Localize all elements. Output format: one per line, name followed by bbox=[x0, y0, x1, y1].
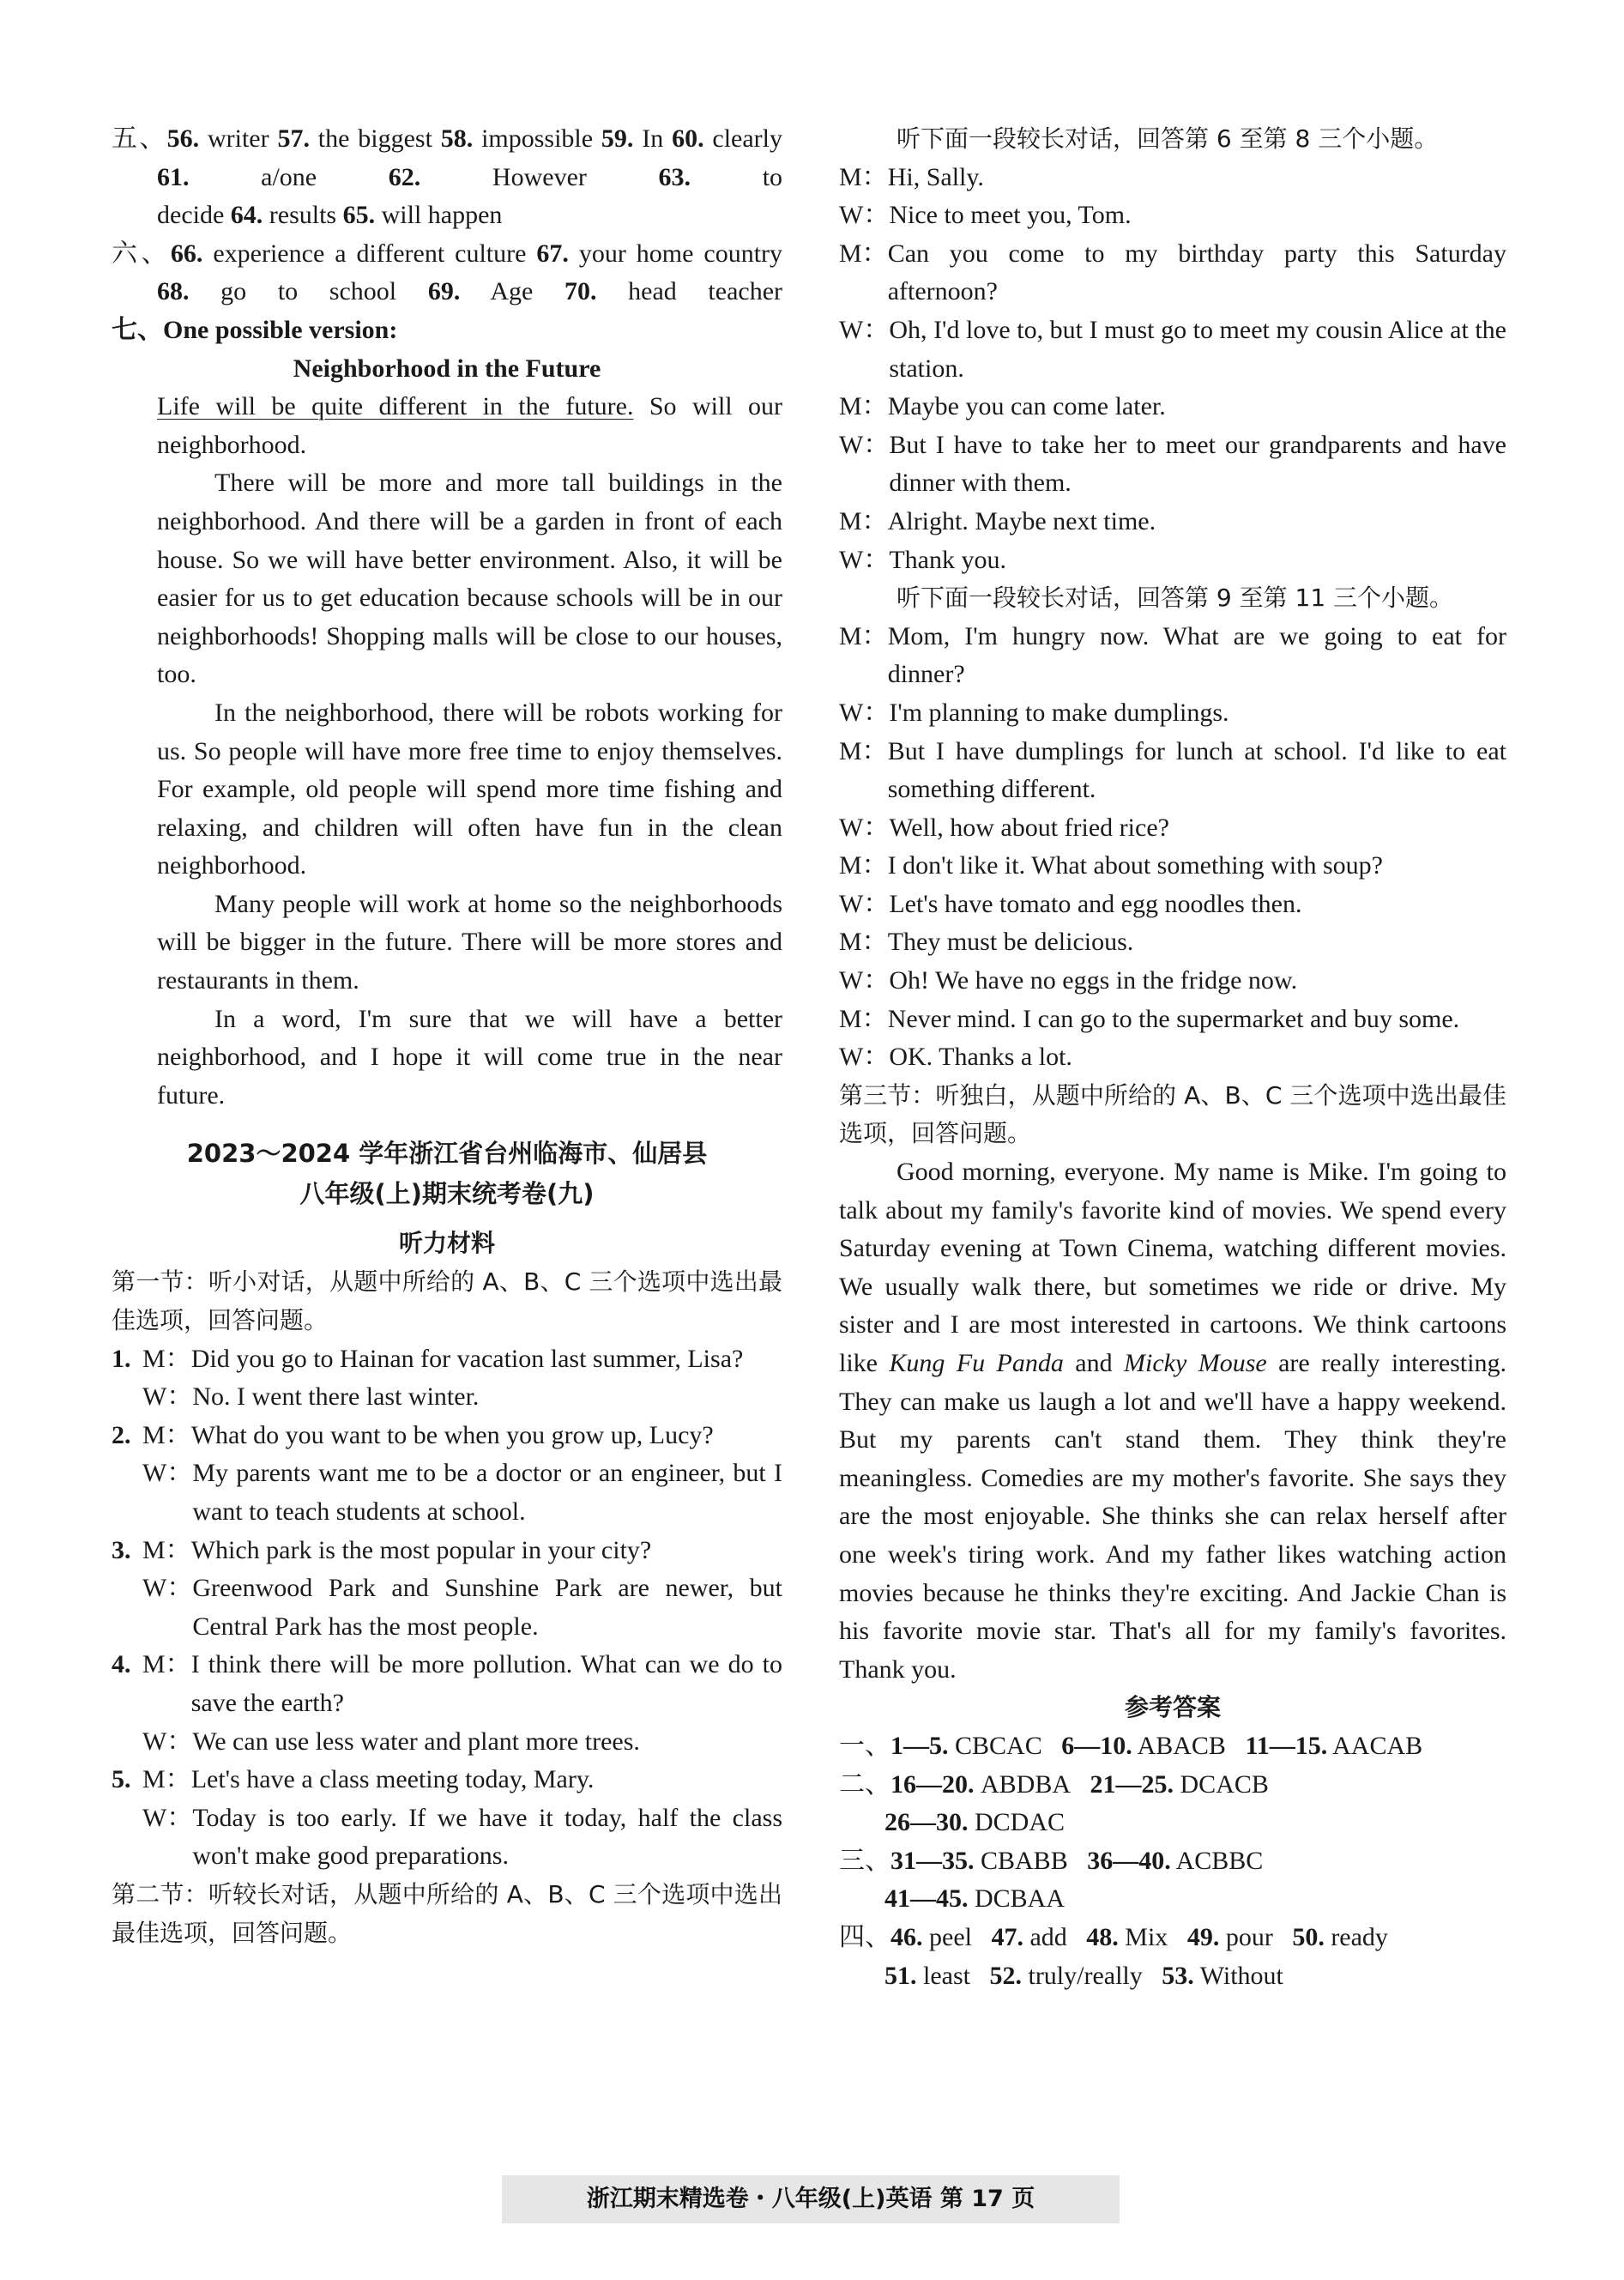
item-answer: decide bbox=[157, 201, 225, 230]
item-answer: results bbox=[263, 201, 337, 230]
item-answer: country bbox=[703, 239, 783, 268]
essay-paragraph-1 bbox=[112, 388, 782, 464]
item-number: 41—45. bbox=[884, 1884, 969, 1914]
exam-title-line-1: 2023～2024 学年浙江省台州临海市、仙居县 bbox=[186, 1139, 708, 1169]
section-label: 一、 bbox=[839, 1731, 890, 1760]
item-number: 1—5. bbox=[890, 1731, 949, 1760]
listening-heading: 听力材料 bbox=[398, 1229, 495, 1258]
item-answer: DCDAC bbox=[968, 1808, 1066, 1837]
item-answer: Age bbox=[460, 277, 534, 306]
conversation-1 bbox=[839, 159, 1506, 580]
answer-row-6 bbox=[839, 1919, 1506, 1957]
answer-row-4 bbox=[839, 1842, 1506, 1881]
item-answer: Without bbox=[1193, 1961, 1283, 1990]
answer-row-5 bbox=[839, 1880, 1506, 1919]
item-answer: AACAB bbox=[1327, 1731, 1423, 1760]
item-number: 47. bbox=[991, 1922, 1023, 1951]
speaker-label: M： bbox=[839, 928, 888, 957]
movie-title: Kung Fu Panda bbox=[889, 1349, 1064, 1377]
item-answer: head teacher bbox=[596, 277, 783, 306]
essay-paragraph-2: There will be more and more tall buildings in the neighborhood. And there will be a garden in front of each house. So we will have better environment. Also, it will be easier for us to get education because schools will be in our neighborhoods! Shopping malls will be close to our houses, too. bbox=[157, 469, 782, 689]
item-number: 59. bbox=[601, 124, 634, 153]
dialog-line: Today is too early. If we have it today, half the class won't make good preparations. bbox=[192, 1803, 782, 1871]
speaker-label: M： bbox=[839, 392, 888, 421]
dialog-line: Can you come to my birthday party this Saturday afternoon? bbox=[887, 239, 1506, 306]
dialog-line: We can use less water and plant more trees. bbox=[192, 1727, 640, 1756]
item-answer: CBABB bbox=[974, 1846, 1068, 1875]
dialog-line: OK. Thanks a lot. bbox=[889, 1043, 1072, 1072]
speaker-label: W： bbox=[839, 1043, 890, 1072]
section-7-label: 七、One possible version: bbox=[112, 315, 398, 344]
conversation-2-intro: 听下面一段较长对话，回答第 9 至第 11 三个小题。 bbox=[897, 584, 1454, 613]
item-number: 69. bbox=[427, 277, 461, 306]
speaker-label: W： bbox=[839, 813, 890, 842]
item-number: 52. bbox=[989, 1961, 1022, 1990]
dialog-line: They must be delicious. bbox=[887, 928, 1134, 957]
speaker-label: M： bbox=[142, 1344, 191, 1373]
section-label: 六、 bbox=[112, 239, 171, 268]
question-number: 4. bbox=[112, 1650, 131, 1679]
item-number: 62. bbox=[388, 162, 421, 191]
item-number: 70. bbox=[564, 277, 597, 306]
speaker-label: M： bbox=[839, 621, 888, 650]
item-answer: CBCAC bbox=[948, 1731, 1042, 1760]
essay-paragraph-4: Many people will work at home so the neighborhoods will be bigger in the future. There will be more stores and restaurants in them. bbox=[157, 889, 782, 995]
item-answer: Mix bbox=[1118, 1922, 1168, 1951]
item-answer: peel bbox=[922, 1922, 972, 1951]
item-number: 67. bbox=[536, 239, 569, 268]
monologue-text: Good morning, everyone. My name is Mike. I'm going to talk about my family's favorite kind of movies. We spend every Saturday evening at Town Cinema, watching different movies. We usually walk there, but sometimes we ride or drive. My sister and I are most interested in cartoons. We think cartoons like bbox=[839, 1158, 1506, 1377]
question-number: 5. bbox=[112, 1765, 131, 1794]
speaker-label: M： bbox=[839, 162, 888, 191]
movie-title: Micky Mouse bbox=[1124, 1349, 1267, 1377]
item-number: 49. bbox=[1186, 1922, 1220, 1951]
speaker-label: M： bbox=[142, 1650, 191, 1679]
speaker-label: M： bbox=[839, 239, 888, 268]
speaker-label: W： bbox=[142, 1727, 193, 1756]
item-number: 46. bbox=[890, 1922, 923, 1951]
item-number: 36—40. bbox=[1087, 1846, 1171, 1875]
item-number: 31—35. bbox=[890, 1846, 975, 1875]
answers-section-6 bbox=[112, 235, 782, 311]
answer-row-7 bbox=[839, 1957, 1506, 1996]
dialog-line: Alright. Maybe next time. bbox=[887, 506, 1156, 535]
item-number: 57. bbox=[277, 124, 310, 153]
item-number: 65. bbox=[342, 201, 376, 230]
dialog-line: What do you want to be when you grow up, Lucy? bbox=[190, 1420, 714, 1449]
answers-section-5-cont bbox=[112, 197, 782, 235]
underlined-sentence: Life will be quite different in the future. bbox=[157, 392, 634, 421]
item-answer: ABDBA bbox=[974, 1769, 1072, 1799]
dialog-line: I'm planning to make dumplings. bbox=[889, 698, 1229, 727]
item-answer: experience a different culture bbox=[202, 239, 527, 268]
speaker-label: W： bbox=[839, 966, 890, 995]
speaker-label: M： bbox=[839, 851, 888, 880]
question-number: 2. bbox=[112, 1420, 131, 1449]
dialog-5 bbox=[112, 1761, 782, 1876]
dialog-line: Well, how about fried rice? bbox=[889, 813, 1169, 842]
monologue bbox=[839, 1153, 1506, 1689]
item-number: 56. bbox=[166, 124, 200, 153]
item-answer: will happen bbox=[375, 201, 503, 230]
dialog-line: Mom, I'm hungry now. What are we going to eat for dinner? bbox=[887, 621, 1506, 689]
section-label: 四、 bbox=[839, 1922, 890, 1951]
conversation-2 bbox=[839, 618, 1506, 1077]
speaker-label: M： bbox=[839, 1004, 888, 1033]
answer-row-2 bbox=[839, 1766, 1506, 1805]
speaker-label: W： bbox=[142, 1382, 193, 1412]
item-answer: your home bbox=[568, 239, 694, 268]
left-column bbox=[112, 120, 782, 1952]
item-answer: the biggest bbox=[309, 124, 432, 153]
item-answer: to bbox=[691, 162, 783, 191]
dialog-line: But I have dumplings for lunch at school. I'd like to eat something different. bbox=[887, 736, 1506, 804]
essay-paragraph-3: In the neighborhood, there will be robots working for us. So people will have more free time to enjoy themselves. For example, old people will spend more time fishing and relaxing, and children will often have fun in the clean neighborhood. bbox=[157, 698, 782, 880]
item-number: 68. bbox=[157, 277, 190, 306]
dialog-line: Thank you. bbox=[889, 545, 1006, 574]
dialog-line: No. I went there last winter. bbox=[192, 1382, 480, 1412]
speaker-label: W： bbox=[142, 1574, 193, 1603]
speaker-label: W： bbox=[839, 201, 890, 230]
item-number: 6—10. bbox=[1061, 1731, 1132, 1760]
item-answer: DCACB bbox=[1174, 1769, 1269, 1799]
item-number: 63. bbox=[658, 162, 691, 191]
speaker-label: W： bbox=[839, 545, 890, 574]
question-number: 1. bbox=[112, 1344, 131, 1373]
dialog-line: Which park is the most popular in your city? bbox=[190, 1535, 652, 1564]
item-answer: pour bbox=[1219, 1922, 1273, 1951]
speaker-label: W： bbox=[142, 1459, 193, 1488]
conversation-1-intro: 听下面一段较长对话，回答第 6 至第 8 三个小题。 bbox=[897, 124, 1439, 153]
item-answer: However bbox=[420, 162, 587, 191]
dialog-line: Nice to meet you, Tom. bbox=[889, 201, 1132, 230]
dialog-line: Let's have tomato and egg noodles then. bbox=[889, 889, 1302, 918]
item-answer: clearly bbox=[703, 124, 783, 153]
section-label: 二、 bbox=[839, 1769, 890, 1799]
dialog-line: Maybe you can come later. bbox=[887, 392, 1166, 421]
item-number: 48. bbox=[1086, 1922, 1119, 1951]
item-number: 58. bbox=[440, 124, 474, 153]
dialog-line: My parents want me to be a doctor or an engineer, but I want to teach students at school. bbox=[192, 1459, 782, 1526]
speaker-label: W： bbox=[839, 698, 890, 727]
dialog-2 bbox=[112, 1417, 782, 1532]
item-number: 66. bbox=[170, 239, 203, 268]
speaker-label: M： bbox=[839, 736, 888, 765]
speaker-label: M： bbox=[839, 506, 888, 535]
item-answer: impossible bbox=[473, 124, 594, 153]
answer-row-1 bbox=[839, 1727, 1506, 1766]
section-label: 三、 bbox=[839, 1846, 890, 1875]
speaker-label: M： bbox=[142, 1765, 191, 1794]
item-answer: ACBBC bbox=[1170, 1846, 1264, 1875]
item-number: 61. bbox=[157, 162, 190, 191]
answers-heading: 参考答案 bbox=[1124, 1693, 1221, 1722]
dialog-line: Oh! We have no eggs in the fridge now. bbox=[889, 966, 1298, 995]
right-column bbox=[839, 120, 1506, 1995]
item-answer: DCBAA bbox=[968, 1884, 1066, 1914]
dialog-line: I don't like it. What about something with soup? bbox=[887, 851, 1383, 880]
item-number: 64. bbox=[230, 201, 263, 230]
item-answer: writer bbox=[199, 124, 269, 153]
item-answer: a/one bbox=[189, 162, 317, 191]
speaker-label: W： bbox=[839, 889, 890, 918]
speaker-label: W： bbox=[839, 315, 890, 344]
item-answer: In bbox=[633, 124, 664, 153]
speaker-label: W： bbox=[142, 1803, 193, 1832]
dialog-line: Greenwood Park and Sunshine Park are newer, but Central Park has the most people. bbox=[192, 1574, 782, 1641]
question-number: 3. bbox=[112, 1535, 131, 1564]
exam-title-line-2: 八年级(上)期末统考卷(九) bbox=[299, 1179, 595, 1209]
speaker-label: W： bbox=[839, 430, 890, 459]
item-number: 16—20. bbox=[890, 1769, 975, 1799]
essay-title: Neighborhood in the Future bbox=[293, 354, 601, 383]
part1-instruction: 第一节：听小对话，从题中所给的 A、B、C 三个选项中选出最佳选项，回答问题。 bbox=[112, 1267, 782, 1335]
dialog-line: I think there will be more pollution. What can we do to save the earth? bbox=[190, 1650, 782, 1717]
item-number: 26—30. bbox=[884, 1808, 969, 1837]
monologue-text: are really interesting. They can make us laugh a lot and we'll have a happy weekend. But my parents can't stand them. They think they're meaningless. Comedies are my mother's favorite. She says they are the most enjoyable. She thinks she can relax herself after one week's tiring work. And my father likes watching action movies because he thinks they're exciting. And Jackie Chan is his favorite movie star. That's all for my family's favorites. Thank you. bbox=[839, 1349, 1506, 1684]
item-number: 21—25. bbox=[1090, 1769, 1174, 1799]
monologue-text: and bbox=[1063, 1349, 1125, 1377]
speaker-label: M： bbox=[142, 1420, 191, 1449]
item-number: 11—15. bbox=[1245, 1731, 1328, 1760]
dialog-line: Let's have a class meeting today, Mary. bbox=[190, 1765, 595, 1794]
item-number: 53. bbox=[1162, 1961, 1194, 1990]
dialog-line: But I have to take her to meet our grandparents and have dinner with them. bbox=[889, 430, 1506, 498]
dialog-line: Never mind. I can go to the supermarket and buy some. bbox=[887, 1004, 1460, 1033]
dialog-line: Oh, I'd love to, but I must go to meet my cousin Alice at the station. bbox=[889, 315, 1506, 383]
speaker-label: M： bbox=[142, 1535, 191, 1564]
page-footer: 浙江期末精选卷・八年级(上)英语 第 17 页 bbox=[502, 2175, 1120, 2223]
part3-instruction: 第三节：听独白，从题中所给的 A、B、C 三个选项中选出最佳选项，回答问题。 bbox=[839, 1080, 1506, 1148]
dialog-line: Did you go to Hainan for vacation last summer, Lisa? bbox=[190, 1344, 744, 1373]
answer-row-3 bbox=[839, 1804, 1506, 1842]
item-answer: least bbox=[916, 1961, 970, 1990]
item-number: 50. bbox=[1292, 1922, 1325, 1951]
essay-paragraph-5: In a word, I'm sure that we will have a better neighborhood, and I hope it will come true in the near future. bbox=[157, 1004, 782, 1110]
essay-text: So will our neighborhood. bbox=[157, 392, 782, 459]
dialog-3 bbox=[112, 1532, 782, 1647]
dialog-line: Hi, Sally. bbox=[887, 162, 984, 191]
item-number: 51. bbox=[884, 1961, 917, 1990]
dialog-4 bbox=[112, 1646, 782, 1761]
item-number: 60. bbox=[672, 124, 704, 153]
section-label: 五、 bbox=[112, 124, 167, 153]
dialog-1 bbox=[112, 1340, 782, 1417]
item-answer: ABACB bbox=[1132, 1731, 1226, 1760]
item-answer: add bbox=[1023, 1922, 1067, 1951]
part2-instruction: 第二节：听较长对话，从题中所给的 A、B、C 三个选项中选出最佳选项，回答问题。 bbox=[112, 1879, 782, 1947]
answers-section-5 bbox=[112, 120, 782, 197]
item-answer: truly/really bbox=[1021, 1961, 1143, 1990]
item-answer: ready bbox=[1324, 1922, 1388, 1951]
item-answer: go to school bbox=[189, 277, 397, 306]
